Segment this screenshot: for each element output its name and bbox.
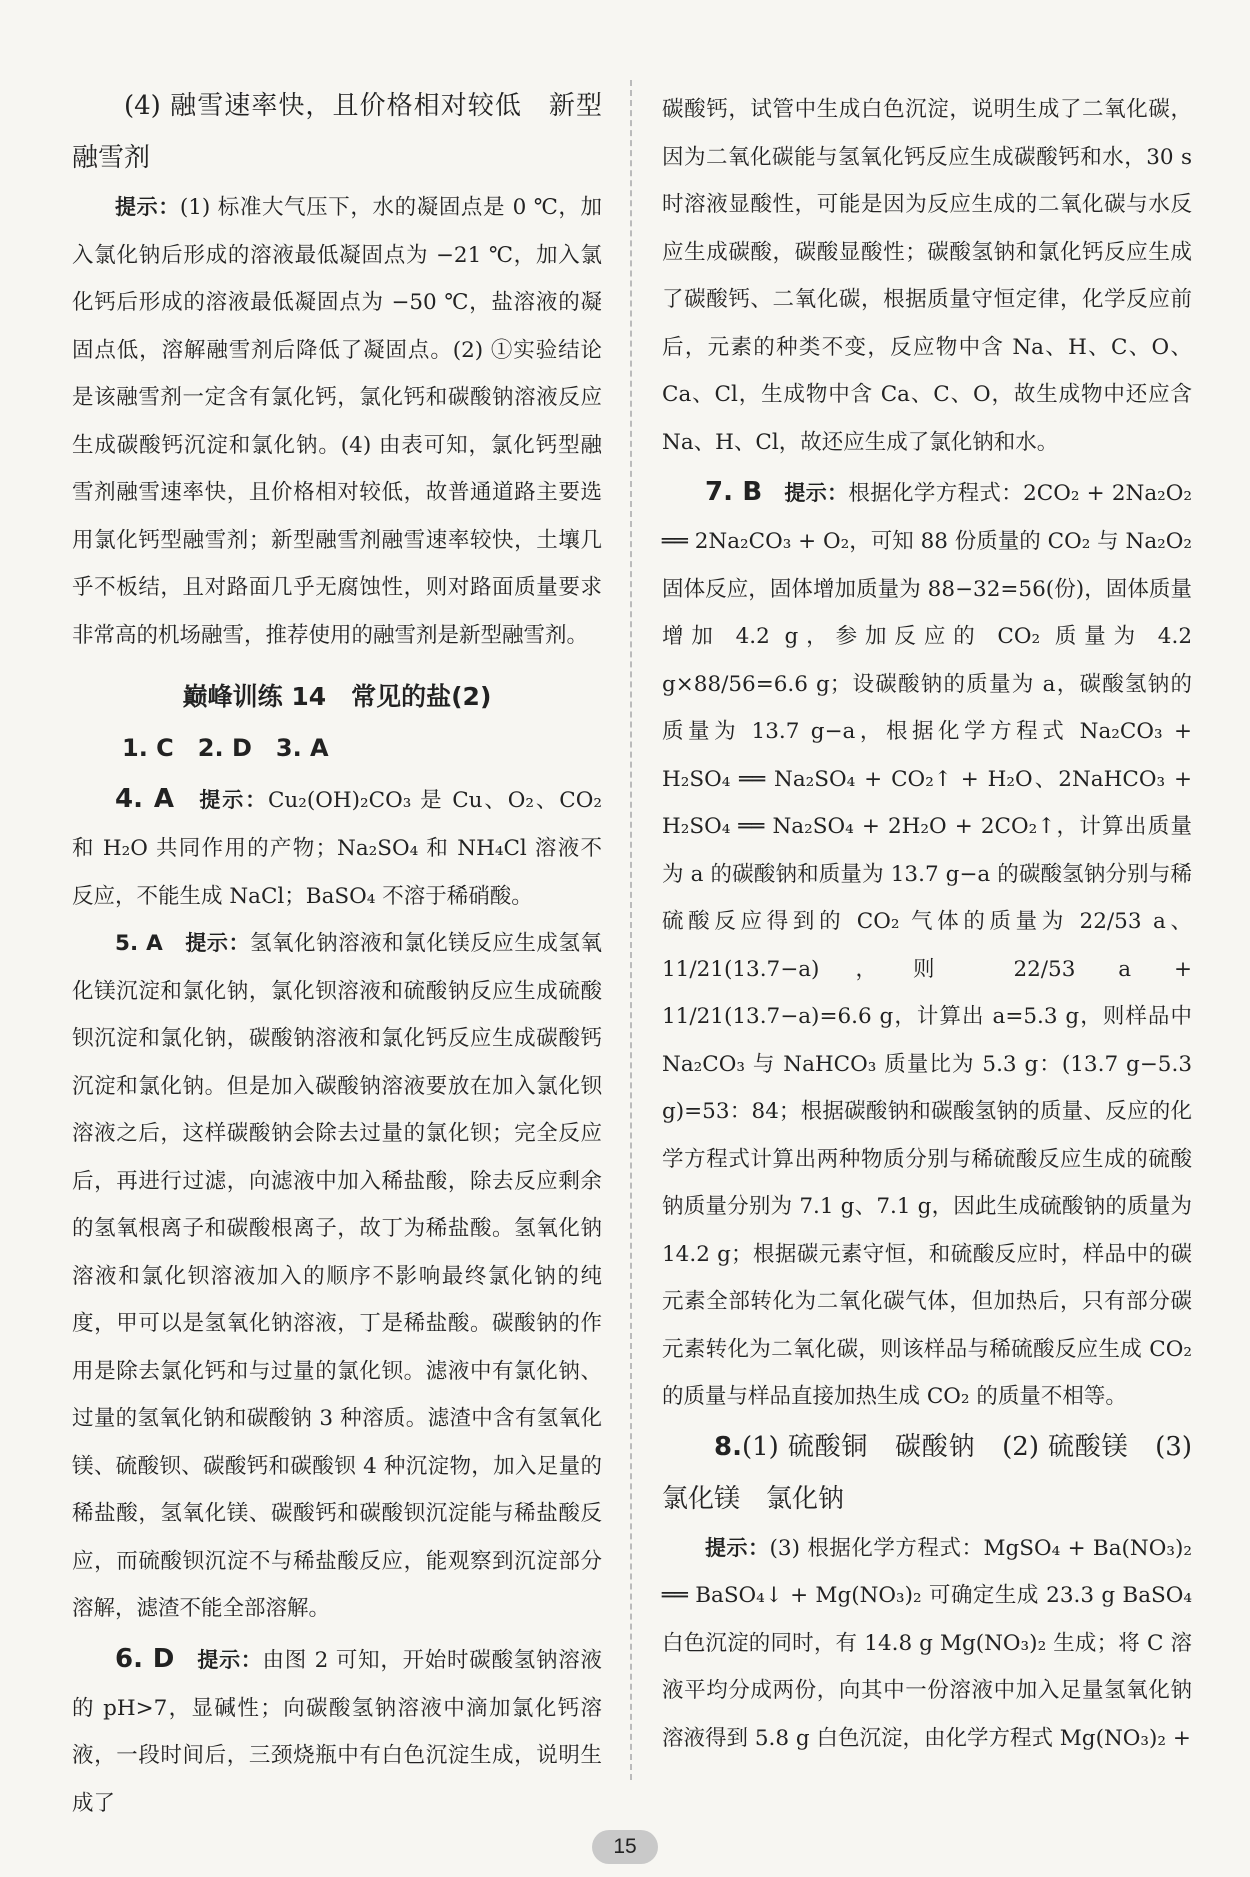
right-column <box>662 86 1192 1762</box>
question-4 <box>72 773 602 920</box>
left-column <box>72 80 602 1827</box>
q8-hint: (3) 根据化学方程式：MgSO₄ + Ba(NO₃)₂ ══ BaSO₄↓ + Mg(NO₃)₂ 可确定生成 23.3 g BaSO₄ 白色沉淀的同时，有 14.8 g Mg(NO₃)₂ 生成；将 C 溶液平均分成两份，向其中一份溶液中加入足量氢氧化钠溶液得到 5.8 g 白色沉淀，由化学方程式 Mg(NO₃)₂ + <box>662 1535 1193 1751</box>
hint-paragraph <box>72 184 602 659</box>
question-8-hint <box>662 1525 1192 1763</box>
section-title: 巅峰训练 14 常见的盐(2) <box>182 682 492 711</box>
hint-label: 提示： <box>115 195 180 219</box>
answer-line-4: (4) 融雪速率快，且价格相对较低 新型融雪剂 <box>72 91 602 173</box>
q5-answer: 5. A <box>115 931 163 956</box>
q8-number: 8. <box>714 1431 742 1462</box>
page-number: 15 <box>592 1830 658 1864</box>
hint-label: 提示： <box>784 481 849 505</box>
hint-label: 提示： <box>185 931 250 955</box>
question-8-answer <box>662 1421 1192 1525</box>
q5-hint: 氢氧化钠溶液和氯化镁反应生成氢氧化镁沉淀和氯化钠，氯化钡溶液和硫酸钠反应生成硫酸钡沉淀和氯化钠，碳酸钠溶液和氯化钙反应生成碳酸钙沉淀和氯化钠。但是加入碳酸钠溶液要放在加入氯化钡溶液之后，这样碳酸钠会除去过量的氯化钡；完全反应后，再进行过滤，向滤液中加入稀盐酸，除去反应剩余的氢氧根离子和碳酸根离子，故丁为稀盐酸。氢氧化钠溶液和氯化钡溶液加入的顺序不影响最终氯化钠的纯度，甲可以是氢氧化钠溶液，丁是稀盐酸。碳酸钠的作用是除去氯化钙和与过量的氯化钡。滤液中有氯化钠、过量的氢氧化钠和碳酸钠 3 种溶质。滤渣中含有氢氧化镁、硫酸钡、碳酸钙和碳酸钡 4 种沉淀物，加入足量的稀盐酸，氢氧化镁、碳酸钙和碳酸钡沉淀能与稀盐酸反应，而硫酸钡沉淀不与稀盐酸反应，能观察到沉淀部分溶解，滤渣不能全部溶解。 <box>72 931 602 1621</box>
question-7 <box>662 466 1192 1421</box>
q6-answer: 6. D <box>115 1643 175 1674</box>
q8-answer-text: (1) 硫酸铜 碳酸钠 (2) 硫酸镁 (3) 氯化镁 氯化钠 <box>662 1431 1192 1514</box>
question-6 <box>72 1633 602 1828</box>
q6-continued: 碳酸钙，试管中生成白色沉淀，说明生成了二氧化碳，因为二氧化碳能与氢氧化钙反应生成碳酸钙和水，30 s 时溶液显酸性，可能是因为反应生成的二氧化碳与水反应生成碳酸，碳酸显酸性；碳酸氢钠和氯化钙反应生成了碳酸钙、二氧化碳，根据质量守恒定律，化学反应前后，元素的种类不变，反应物中含 Na、H、C、O、Ca、Cl，生成物中含 Ca、C、O，故生成物中还应含 Na、H、Cl，故还应生成了氯化钠和水。 <box>662 97 1192 455</box>
q4-answer: 4. A <box>115 784 175 814</box>
q4-hint: Cu₂(OH)₂CO₃ 是 Cu、O₂、CO₂ 和 H₂O 共同作用的产物；Na₂SO₄ 和 NH₄Cl 溶液不反应，不能生成 NaCl；BaSO₄ 不溶于稀硝酸。 <box>72 788 602 909</box>
q6-hint: 由图 2 可知，开始时碳酸氢钠溶液的 pH>7，显碱性；向碳酸氢钠溶液中滴加氯化钙溶液，一段时间后，三颈烧瓶中有白色沉淀生成，说明生成了 <box>72 1647 602 1816</box>
column-divider <box>630 80 632 1780</box>
hint-label: 提示： <box>705 1535 770 1560</box>
question-5 <box>72 920 602 1633</box>
hint-text: (1) 标准大气压下，水的凝固点是 0 ℃，加入氯化钠后形成的溶液最低凝固点为 −21 ℃，加入氯化钙后形成的溶液最低凝固点为 −50 ℃，盐溶液的凝固点低，溶解融雪剂后降低了凝固点。(2) ①实验结论是该融雪剂一定含有氯化钙，氯化钙和碳酸钠溶液反应生成碳酸钙沉淀和氯化钠。(4) 由表可知，氯化钙型融雪剂融雪速率快，且价格相对较低，故普通道路主要选用氯化钙型融雪剂；新型融雪剂融雪速率较快，土壤几乎不板结，且对路面几乎无腐蚀性，则对路面质量要求非常高的机场融雪，推荐使用的融雪剂是新型融雪剂。 <box>72 195 602 648</box>
q7-answer: 7. B <box>705 477 763 507</box>
answers-1-3: 1. C 2. D 3. A <box>122 734 329 762</box>
hint-label: 提示： <box>199 788 268 812</box>
q7-hint: 根据化学方程式：2CO₂ + 2Na₂O₂ ══ 2Na₂CO₃ + O₂，可知 88 份质量的 CO₂ 与 Na₂O₂ 固体反应，固体增加质量为 88−32=56(份)，固体质量增加 4.2 g，参加反应的 CO₂ 质量为 4.2 g×88/56=6.6 g；设碳酸钠的质量为 a，碳酸氢钠的质量为 13.7 g−a，根据化学方程式 Na₂CO₃ + H₂SO₄ ══ Na₂SO₄ + CO₂↑ + H₂O、2NaHCO₃ + H₂SO₄ ══ Na₂SO₄ + 2H₂O + 2CO₂↑，计算出质量为 a 的碳酸钠和质量为 13.7 g−a 的碳酸氢钠分别与稀硫酸反应得到的 CO₂ 气体的质量为 22/53 a、11/21(13.7−a)，则 22/53 a + 11/21(13.7−a)=6.6 g，计算出 a=5.3 g，则样品中 Na₂CO₃ 与 NaHCO₃ 质量比为 5.3 g：(13.7 g−5.3 g)=53：84；根据碳酸钠和碳酸氢钠的质量、反应的化学方程式计算出两种物质分别与稀硫酸反应生成的硫酸钠质量分别为 7.1 g、7.1 g，因此生成硫酸钠的质量为 14.2 g；根据碳元素守恒，和硫酸反应时，样品中的碳元素全部转化为二氧化碳气体，但加热后，只有部分碳元素转化为二氧化碳，则该样品与稀硫酸反应生成 CO₂ 的质量与样品直接加热生成 CO₂ 的质量不相等。 <box>662 481 1193 1409</box>
hint-label: 提示： <box>197 1647 263 1672</box>
